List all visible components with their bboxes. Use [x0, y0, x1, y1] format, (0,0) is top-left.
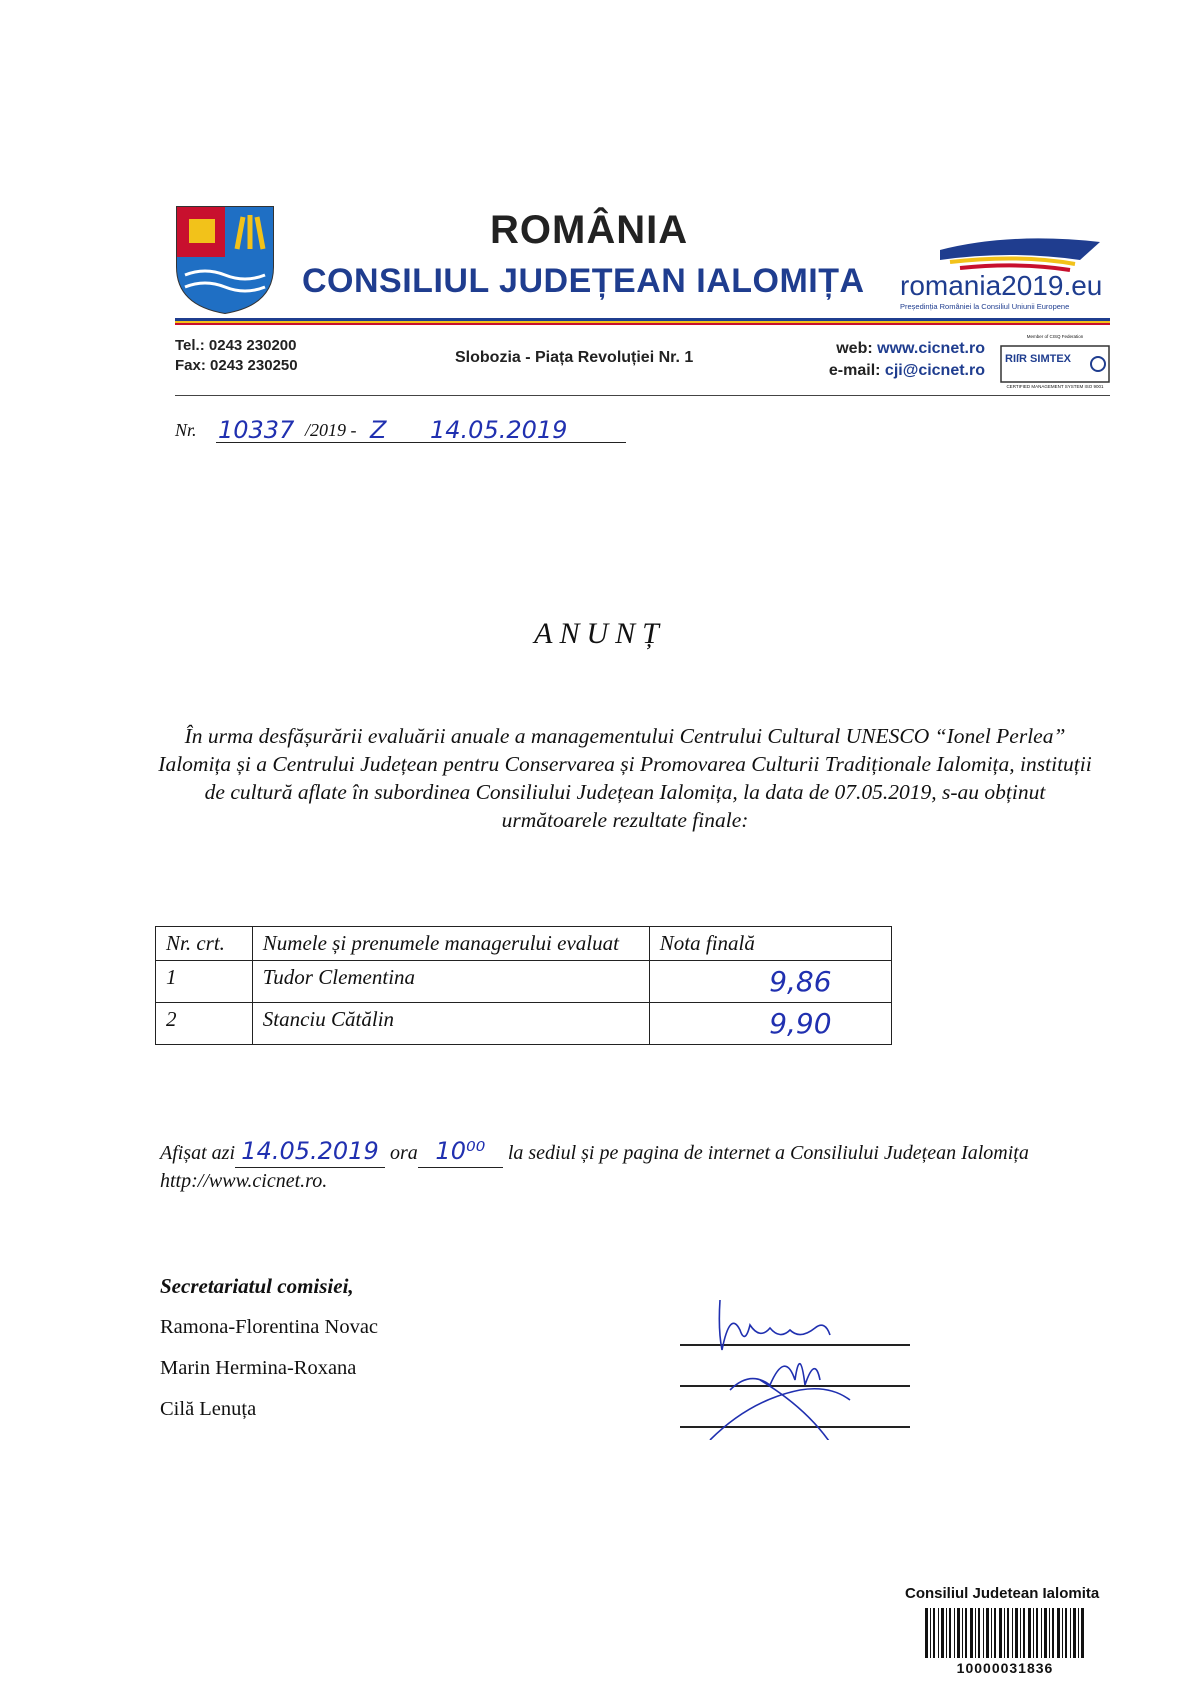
handwritten-signatures: [690, 1290, 920, 1440]
presidency-tagline: Președinția României la Consiliul Uniunii Europene: [900, 302, 1070, 311]
barcode-number: 10000031836: [956, 1660, 1054, 1676]
row-grade: 9,86: [769, 965, 832, 998]
web-label: web:: [836, 340, 873, 357]
council-title: CONSILIUL JUDEȚEAN IALOMIȚA: [302, 262, 865, 300]
announcement-body: În urma desfășurării evaluării anuale a managementului Centrului Cultural UNESCO “Ionel Perlea” Ialomița și a Centrului Județean pentru Conservarea și Promovarea Culturii Tradiționale Ialomița, instituții de cultură aflate în subordinea Consiliului Județean Ialomița, la data de 07.05.2019, s-au obținut următoarele rezultate finale:: [158, 724, 1092, 832]
stamp-title: Consiliul Judetean Ialomita: [905, 1585, 1100, 1602]
secretariat-member: Ramona-Florentina Novac: [160, 1316, 379, 1338]
secretariat-title: Secretariatul comisiei,: [160, 1274, 354, 1298]
secretariat-member: Cilă Lenuța: [160, 1398, 257, 1420]
header-bottom-rule: [175, 395, 1110, 396]
table-header-row: [156, 927, 892, 961]
row-grade-cell: [649, 961, 891, 1003]
table-row: [156, 1003, 892, 1045]
table-row: [156, 961, 892, 1003]
posting-ora-label: ora: [390, 1142, 418, 1164]
row-grade-cell: [649, 1003, 891, 1045]
cert-system-text: CERTIFIED MANAGEMENT SYSTEM ISO 9001: [1006, 384, 1104, 389]
registration-prefix: Nr.: [175, 420, 197, 440]
fax-number: Fax: 0243 230250: [175, 357, 298, 374]
posting-prefix: Afișat azi: [160, 1142, 236, 1164]
row-nr: 1: [156, 961, 253, 1003]
posting-time: 10⁰⁰: [435, 1137, 486, 1165]
announcement-title: ANUNȚ: [534, 617, 666, 650]
cert-member-text: Member of CISQ Federation: [1026, 334, 1084, 339]
email-line: [800, 362, 985, 380]
header-rule-red: [175, 323, 1110, 325]
phone-number: Tel.: 0243 230200: [175, 337, 297, 354]
web-line: [800, 340, 985, 358]
posting-notice: [160, 1137, 1100, 1195]
header-manager-name: Numele și prenumele managerului evaluat: [252, 927, 649, 961]
registration-date: 14.05.2019: [430, 416, 568, 444]
posting-suffix: la sediul și pe pagina de internet a Consiliului Județean Ialomița http://www.cicnet.ro.: [160, 1142, 1029, 1192]
web-link[interactable]: www.cicnet.ro: [877, 340, 985, 357]
header-nr-crt: Nr. crt.: [156, 927, 253, 961]
cert-mark: RIſR SIMTEX: [1005, 353, 1072, 365]
header-final-grade: Nota finală: [649, 927, 891, 961]
presidency-logo-text: romania2019.eu: [900, 270, 1103, 301]
county-coat-of-arms-icon: [175, 205, 275, 315]
secretariat-member: Marin Hermina-Roxana: [160, 1357, 357, 1379]
registration-number: 10337: [218, 416, 295, 444]
email-link[interactable]: cji@cicnet.ro: [884, 362, 985, 379]
row-name: Tudor Clementina: [252, 961, 649, 1003]
barcode-icon: [925, 1608, 1085, 1658]
registration-year: /2019 -: [305, 420, 357, 440]
row-name: Stanciu Cătălin: [252, 1003, 649, 1045]
country-title: ROMÂNIA: [490, 208, 689, 252]
row-nr: 2: [156, 1003, 253, 1045]
results-table: [155, 926, 892, 1045]
email-label: e-mail:: [828, 362, 881, 379]
row-grade: 9,90: [769, 1007, 832, 1040]
registration-letter: Z: [370, 416, 387, 444]
posting-date: 14.05.2019: [241, 1137, 379, 1165]
postal-address: Slobozia - Piața Revoluției Nr. 1: [455, 349, 694, 366]
